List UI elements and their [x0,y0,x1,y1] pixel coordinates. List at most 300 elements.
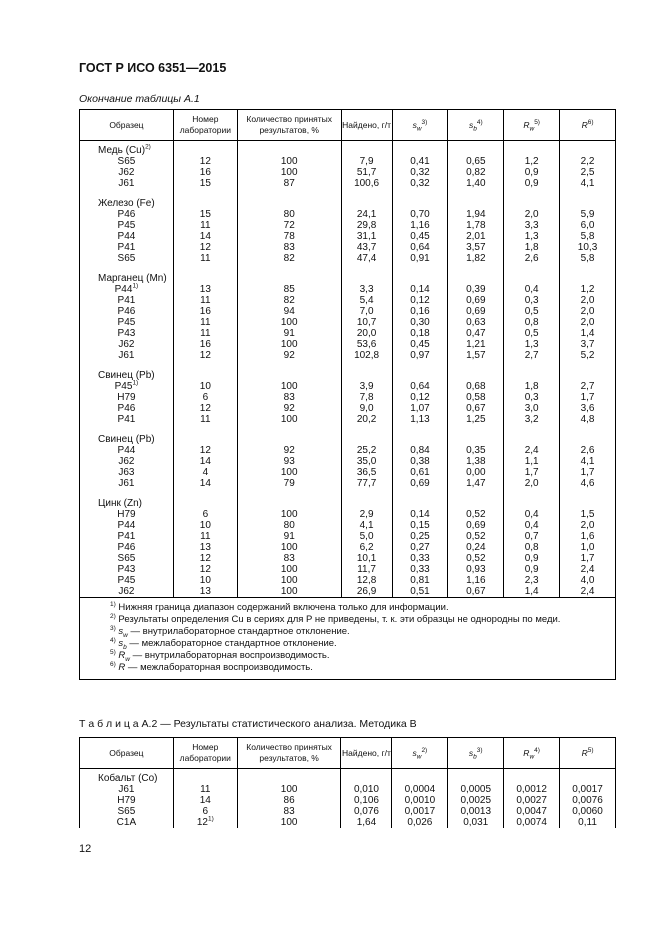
cell-sb: 0,00 [448,467,504,478]
empty-cell [237,769,341,785]
table-row [80,209,616,220]
cell-rw: 1,8 [504,381,560,392]
footnote-2: $^{2)}$ Результаты определения Cu в сериях для P не приведены, т. к. эти образцы не однородны по меди. [110,612,561,625]
cell-rw: 3,0 [504,403,560,414]
cell-r: 2,2 [560,156,616,167]
spacer-cell [560,189,616,198]
spacer-cell [448,489,504,498]
empty-cell [448,273,504,284]
cell-sample: P44$^{1)}$ [80,284,174,295]
spacer-cell [80,361,174,370]
cell-lab-no: 12$^{1)}$ [173,817,237,828]
empty-cell [504,273,560,284]
cell-lab-no: 12 [173,445,237,456]
cell-lab-no: 15 [173,209,237,220]
empty-cell [560,498,616,509]
cell-sw: 0,41 [392,156,448,167]
col-sample: Образец [80,110,174,141]
cell-sw: 0,27 [392,542,448,553]
cell-rw: 0,9 [504,178,560,189]
table-row [80,478,616,489]
cell-sample: J61 [80,178,174,189]
cell-sw: 0,15 [392,520,448,531]
cell-rw: 2,7 [504,350,560,361]
footnote-3: $^{3)}$ $s_w$ — внутрилабораторное стандартное отклонение. [110,624,350,639]
cell-sw: 1,16 [392,220,448,231]
empty-cell [560,198,616,209]
cell-count: 92 [237,403,341,414]
empty-cell [173,141,237,157]
cell-sb: 1,47 [448,478,504,489]
spacer-cell [237,425,341,434]
group-name: Марганец (Mn) [80,273,174,284]
table-row [80,520,616,531]
cell-sw: 0,61 [392,467,448,478]
cell-r: 1,7 [560,553,616,564]
col-lab-no: Номер лаборатории [173,110,237,141]
cell-r: 1,7 [560,467,616,478]
cell-lab-no: 14 [173,456,237,467]
table1-caption: Окончание таблицы А.1 [79,93,200,105]
cell-found: 36,5 [341,467,392,478]
table1-footnotes [80,598,616,680]
cell-sample: J61 [80,784,174,795]
spacer-cell [173,425,237,434]
cell-sample: S65 [80,253,174,264]
cell-sb: 1,40 [448,178,504,189]
spacer-cell [504,425,560,434]
empty-cell [392,273,448,284]
cell-sb: 1,21 [448,339,504,350]
empty-cell [392,141,448,157]
spacer-cell [560,425,616,434]
cell-sample: P41 [80,242,174,253]
cell-sw: 0,25 [392,531,448,542]
cell-r: 5,9 [560,209,616,220]
empty-cell [448,769,504,785]
empty-cell [341,434,392,445]
footnote-5: $^{5)}$ $R_w$ — внутрилабораторная воспроизводимость. [110,648,330,663]
cell-sb: 0,031 [448,817,504,828]
cell-rw: 0,0047 [504,806,560,817]
cell-sw: 0,14 [392,509,448,520]
spacer-row [80,361,616,370]
cell-rw: 0,3 [504,295,560,306]
table-row [80,317,616,328]
spacer-cell [237,489,341,498]
empty-cell [341,273,392,284]
cell-found: 25,2 [341,445,392,456]
table2-caption: Т а б л и ц а А.2 — Результаты статистического анализа. Методика B [79,718,417,730]
cell-sw: 0,91 [392,253,448,264]
cell-rw: 0,8 [504,542,560,553]
col-sample: Образец [80,738,174,769]
cell-rw: 0,0074 [504,817,560,828]
cell-sb: 0,69 [448,520,504,531]
table-row [80,328,616,339]
table-a2 [79,737,616,828]
cell-sample: J63 [80,467,174,478]
cell-r: 5,8 [560,253,616,264]
cell-found: 10,7 [341,317,392,328]
empty-cell [173,434,237,445]
cell-rw: 1,8 [504,242,560,253]
cell-sw: 0,69 [392,478,448,489]
spacer-cell [341,189,392,198]
cell-found: 3,9 [341,381,392,392]
cell-lab-no: 12 [173,242,237,253]
cell-sample: P46 [80,542,174,553]
cell-lab-no: 4 [173,467,237,478]
table-row [80,306,616,317]
empty-cell [448,434,504,445]
cell-found: 77,7 [341,478,392,489]
table-row [80,586,616,598]
col-lab-no: Номер лаборатории [173,738,237,769]
empty-cell [173,198,237,209]
spacer-cell [392,489,448,498]
cell-sample: J61 [80,478,174,489]
group-name: Кобальт (Co) [80,769,174,785]
cell-sample: P41 [80,295,174,306]
cell-r: 2,7 [560,381,616,392]
cell-lab-no: 11 [173,414,237,425]
cell-lab-no: 6 [173,392,237,403]
cell-sb: 0,0005 [448,784,504,795]
cell-found: 0,106 [341,795,392,806]
empty-cell [504,498,560,509]
group-row [80,769,616,785]
empty-cell [341,370,392,381]
col-rw: $R_w^{4)}$ [504,738,560,769]
cell-r: 1,0 [560,542,616,553]
cell-count: 93 [237,456,341,467]
spacer-cell [173,489,237,498]
cell-lab-no: 15 [173,178,237,189]
cell-sb: 0,47 [448,328,504,339]
empty-cell [392,370,448,381]
cell-r: 1,7 [560,392,616,403]
cell-rw: 0,0027 [504,795,560,806]
cell-sb: 0,65 [448,156,504,167]
col-rw: $R_w^{5)}$ [504,110,560,141]
cell-sb: 0,35 [448,445,504,456]
table-row [80,156,616,167]
cell-rw: 2,4 [504,445,560,456]
table-row [80,231,616,242]
spacer-row [80,425,616,434]
cell-r: 2,4 [560,564,616,575]
cell-count: 100 [237,414,341,425]
table-row [80,467,616,478]
group-row [80,141,616,157]
cell-found: 7,8 [341,392,392,403]
cell-found: 100,6 [341,178,392,189]
table-row [80,381,616,392]
cell-found: 29,8 [341,220,392,231]
cell-found: 9,0 [341,403,392,414]
table-row [80,564,616,575]
cell-r: 0,0060 [560,806,616,817]
table-row [80,339,616,350]
group-name: Свинец (Pb) [80,434,174,445]
spacer-cell [80,189,174,198]
cell-sample: P45 [80,575,174,586]
empty-cell [237,498,341,509]
empty-cell [173,769,237,785]
cell-rw: 2,0 [504,478,560,489]
cell-sb: 0,69 [448,295,504,306]
table-row [80,253,616,264]
document-header: ГОСТ Р ИСО 6351—2015 [79,61,227,75]
empty-cell [341,141,392,157]
cell-sample: J61 [80,350,174,361]
cell-r: 1,5 [560,509,616,520]
empty-cell [448,498,504,509]
empty-cell [560,370,616,381]
spacer-cell [448,189,504,198]
empty-cell [560,769,616,785]
table-row [80,509,616,520]
spacer-cell [392,425,448,434]
col-found: Найдено, г/т [341,738,392,769]
cell-sample: P44 [80,231,174,242]
cell-lab-no: 10 [173,575,237,586]
cell-count: 83 [237,242,341,253]
cell-sample: J62 [80,167,174,178]
cell-lab-no: 16 [173,339,237,350]
cell-found: 20,2 [341,414,392,425]
cell-sample: P46 [80,403,174,414]
cell-lab-no: 12 [173,403,237,414]
page-number: 12 [79,843,92,855]
cell-sw: 0,64 [392,242,448,253]
empty-cell [341,198,392,209]
cell-sb: 0,67 [448,586,504,598]
spacer-cell [560,489,616,498]
cell-found: 3,3 [341,284,392,295]
cell-r: 4,1 [560,456,616,467]
group-name: Цинк (Zn) [80,498,174,509]
col-sw: $s_w^{2)}$ [392,738,448,769]
cell-sample: J62 [80,339,174,350]
cell-lab-no: 11 [173,531,237,542]
cell-lab-no: 12 [173,156,237,167]
cell-sb: 1,16 [448,575,504,586]
cell-count: 100 [237,509,341,520]
cell-lab-no: 14 [173,231,237,242]
cell-r: 4,0 [560,575,616,586]
cell-rw: 1,2 [504,156,560,167]
empty-cell [341,498,392,509]
cell-sample: P45$^{1)}$ [80,381,174,392]
footnote-4: $^{4)}$ $s_b$ — межлабораторное стандартное отклонение. [110,636,337,651]
cell-rw: 3,2 [504,414,560,425]
table-row [80,350,616,361]
cell-found: 20,0 [341,328,392,339]
cell-lab-no: 12 [173,553,237,564]
spacer-cell [237,189,341,198]
table-row [80,575,616,586]
cell-count: 100 [237,817,341,828]
cell-found: 51,7 [341,167,392,178]
spacer-cell [341,425,392,434]
empty-cell [392,498,448,509]
cell-r: 2,6 [560,445,616,456]
col-sw: $s_w^{3)}$ [392,110,448,141]
cell-lab-no: 14 [173,795,237,806]
cell-found: 43,7 [341,242,392,253]
empty-cell [504,434,560,445]
cell-found: 102,8 [341,350,392,361]
cell-count: 100 [237,542,341,553]
empty-cell [448,141,504,157]
table-row [80,178,616,189]
empty-cell [392,769,448,785]
cell-r: 5,2 [560,350,616,361]
cell-rw: 1,3 [504,231,560,242]
empty-cell [237,141,341,157]
cell-sw: 0,97 [392,350,448,361]
table-row [80,392,616,403]
group-row [80,498,616,509]
cell-sw: 0,12 [392,392,448,403]
table-row [80,817,616,828]
spacer-row [80,489,616,498]
cell-count: 82 [237,295,341,306]
cell-found: 26,9 [341,586,392,598]
cell-sw: 0,45 [392,339,448,350]
cell-count: 83 [237,806,341,817]
cell-count: 82 [237,253,341,264]
spacer-cell [173,264,237,273]
cell-count: 83 [237,392,341,403]
cell-count: 94 [237,306,341,317]
spacer-cell [504,264,560,273]
cell-sample: P45 [80,317,174,328]
table-row [80,806,616,817]
empty-cell [237,198,341,209]
cell-found: 53,6 [341,339,392,350]
cell-lab-no: 11 [173,328,237,339]
empty-cell [560,434,616,445]
cell-found: 35,0 [341,456,392,467]
cell-sw: 0,84 [392,445,448,456]
cell-r: 5,8 [560,231,616,242]
cell-sw: 0,33 [392,553,448,564]
cell-sample: C1A [80,817,174,828]
cell-sw: 0,30 [392,317,448,328]
table-row [80,542,616,553]
cell-count: 100 [237,575,341,586]
spacer-cell [80,489,174,498]
cell-r: 0,11 [560,817,616,828]
cell-sw: 1,13 [392,414,448,425]
cell-found: 0,010 [341,784,392,795]
cell-r: 0,0017 [560,784,616,795]
cell-rw: 0,9 [504,553,560,564]
cell-sample: P46 [80,306,174,317]
cell-rw: 3,3 [504,220,560,231]
cell-sb: 0,82 [448,167,504,178]
cell-r: 2,0 [560,317,616,328]
spacer-cell [448,425,504,434]
cell-found: 1,64 [341,817,392,828]
cell-rw: 0,8 [504,317,560,328]
cell-sb: 2,01 [448,231,504,242]
cell-r: 3,6 [560,403,616,414]
cell-sb: 0,58 [448,392,504,403]
cell-rw: 0,9 [504,167,560,178]
table-row [80,553,616,564]
cell-sample: S65 [80,553,174,564]
cell-sb: 0,52 [448,509,504,520]
cell-r: 2,4 [560,586,616,598]
footnote-6: $^{6)}$ R — межлабораторная воспроизводимость. [110,660,313,673]
cell-r: 2,0 [560,306,616,317]
table-a1 [79,109,616,680]
spacer-cell [560,361,616,370]
cell-sample: P44 [80,520,174,531]
cell-sb: 1,57 [448,350,504,361]
cell-found: 2,9 [341,509,392,520]
spacer-cell [560,264,616,273]
cell-lab-no: 6 [173,806,237,817]
cell-sample: J62 [80,586,174,598]
cell-count: 79 [237,478,341,489]
cell-count: 100 [237,339,341,350]
empty-cell [237,370,341,381]
cell-sb: 0,52 [448,531,504,542]
cell-sw: 0,32 [392,167,448,178]
cell-sample: P46 [80,209,174,220]
spacer-cell [80,264,174,273]
cell-rw: 0,5 [504,328,560,339]
cell-rw: 1,7 [504,467,560,478]
table-row [80,295,616,306]
cell-r: 1,6 [560,531,616,542]
cell-sample: P43 [80,564,174,575]
cell-lab-no: 14 [173,478,237,489]
cell-sb: 0,39 [448,284,504,295]
cell-r: 2,0 [560,520,616,531]
cell-rw: 0,0012 [504,784,560,795]
table-row [80,795,616,806]
cell-sb: 3,57 [448,242,504,253]
spacer-cell [504,489,560,498]
cell-lab-no: 13 [173,542,237,553]
empty-cell [560,273,616,284]
spacer-cell [392,189,448,198]
spacer-cell [392,264,448,273]
cell-found: 12,8 [341,575,392,586]
cell-rw: 1,4 [504,586,560,598]
group-row [80,273,616,284]
empty-cell [237,434,341,445]
cell-lab-no: 13 [173,586,237,598]
cell-lab-no: 11 [173,784,237,795]
cell-count: 100 [237,784,341,795]
group-name: Свинец (Pb) [80,370,174,381]
spacer-cell [237,264,341,273]
cell-found: 7,0 [341,306,392,317]
cell-r: 4,1 [560,178,616,189]
cell-sb: 1,78 [448,220,504,231]
empty-cell [173,273,237,284]
cell-rw: 0,7 [504,531,560,542]
cell-rw: 2,0 [504,209,560,220]
cell-count: 85 [237,284,341,295]
